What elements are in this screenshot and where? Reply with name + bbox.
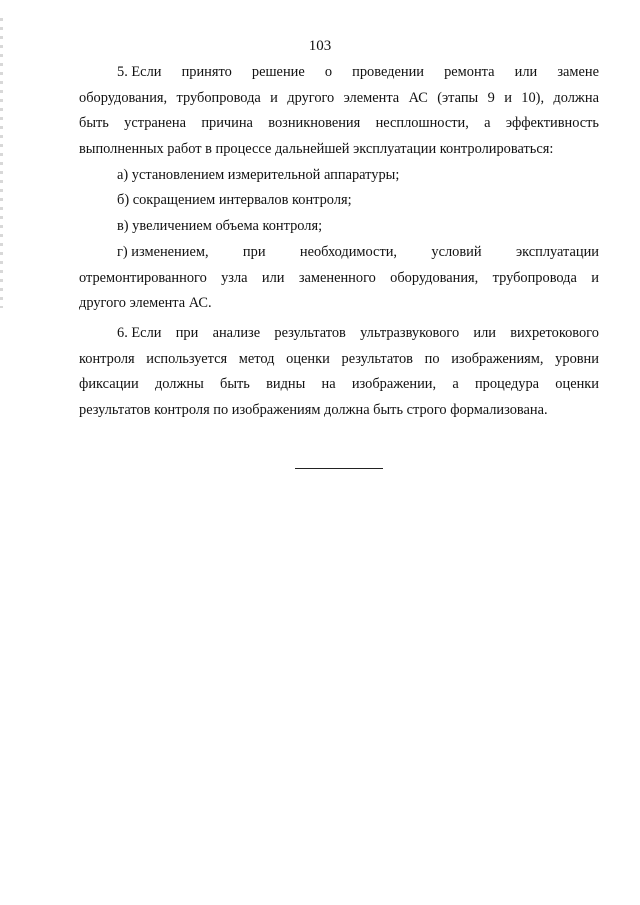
word: и [591,269,599,286]
word: уровни [555,350,599,367]
word: г) изменением, [117,243,209,260]
word: проведении [352,64,424,80]
word: 9 [487,89,495,106]
word: быть [220,376,250,393]
word: о [324,64,333,80]
word: процедура [474,376,540,393]
word: контроля [79,350,135,367]
word: результатов [274,324,346,341]
paragraph-6-line-3 [79,372,599,398]
word: ультразвукового [360,324,460,341]
word: АС [408,89,428,106]
word: используется [146,350,228,367]
word: 10), [521,89,545,106]
document-body [79,60,599,424]
word: должна [553,89,599,106]
list-item-g-line-1 [79,240,599,266]
word: на [321,376,336,393]
word: изображениям, [451,350,544,367]
word: или [514,64,538,80]
paragraph-5-line-4: выполненных работ в процессе дальнейшей эксплуатации контролироваться: [79,141,554,158]
list-item-b: б) сокращением интервалов контроля; [117,192,352,209]
end-of-text-rule [295,468,383,469]
word: оценки [555,376,599,393]
word: и [504,89,512,106]
word: фиксации [79,376,139,393]
word: метод [238,350,275,367]
word: или [261,269,285,286]
page-number: 103 [308,38,332,54]
word: элемента [343,89,400,106]
word: необходимости, [299,243,398,260]
word: 6. Если [117,324,162,341]
word: оценки [286,350,330,367]
word: причина [201,115,253,132]
word: а [484,115,491,132]
paragraph-5-line-1 [79,60,599,86]
scan-edge-marks [0,18,3,308]
word: несплошности, [375,115,469,132]
word: быть [79,115,109,132]
word: вихретокового [510,324,599,341]
word: возникновения [268,115,361,132]
paragraph-6-line-4: результатов контроля по изображениям должна быть строго формализована. [79,401,548,418]
word: а [452,376,459,393]
word: должны [154,376,204,393]
word: оборудования, [390,269,479,286]
word: эффективность [505,115,599,132]
word: устранена [124,115,186,132]
word: ремонта [444,64,495,80]
word: при [242,243,266,260]
word: другого [287,89,335,106]
word: принято [181,64,232,80]
word: (этапы [437,89,479,106]
word: или [473,324,497,341]
word: по [424,350,440,367]
word: решение [251,64,305,80]
word: результатов [341,350,413,367]
word: оборудования, [79,89,168,106]
paragraph-6-line-1 [79,321,599,347]
word: при [175,324,199,341]
word: отремонтированного [79,269,207,286]
word: замененного [298,269,376,286]
paragraph-5-line-3 [79,111,599,137]
word: трубопровода [176,89,261,106]
word: эксплуатации [515,243,599,260]
word: узла [221,269,248,286]
word: видны [266,376,306,393]
word: замене [557,64,599,80]
list-item-g-line-3: другого элемента АС. [79,295,212,312]
word: 5. Если [117,64,162,80]
list-item-a: а) установлением измерительной аппаратуры; [117,166,400,183]
word: условий [431,243,482,260]
paragraph-6-line-2 [79,347,599,373]
word: анализе [212,324,261,341]
paragraph-5-line-2 [79,86,599,112]
word: изображении, [351,376,437,393]
list-item-g-line-2 [79,266,599,292]
list-item-v: в) увеличением объема контроля; [117,218,323,235]
word: трубопровода [492,269,577,286]
word: и [270,89,278,106]
